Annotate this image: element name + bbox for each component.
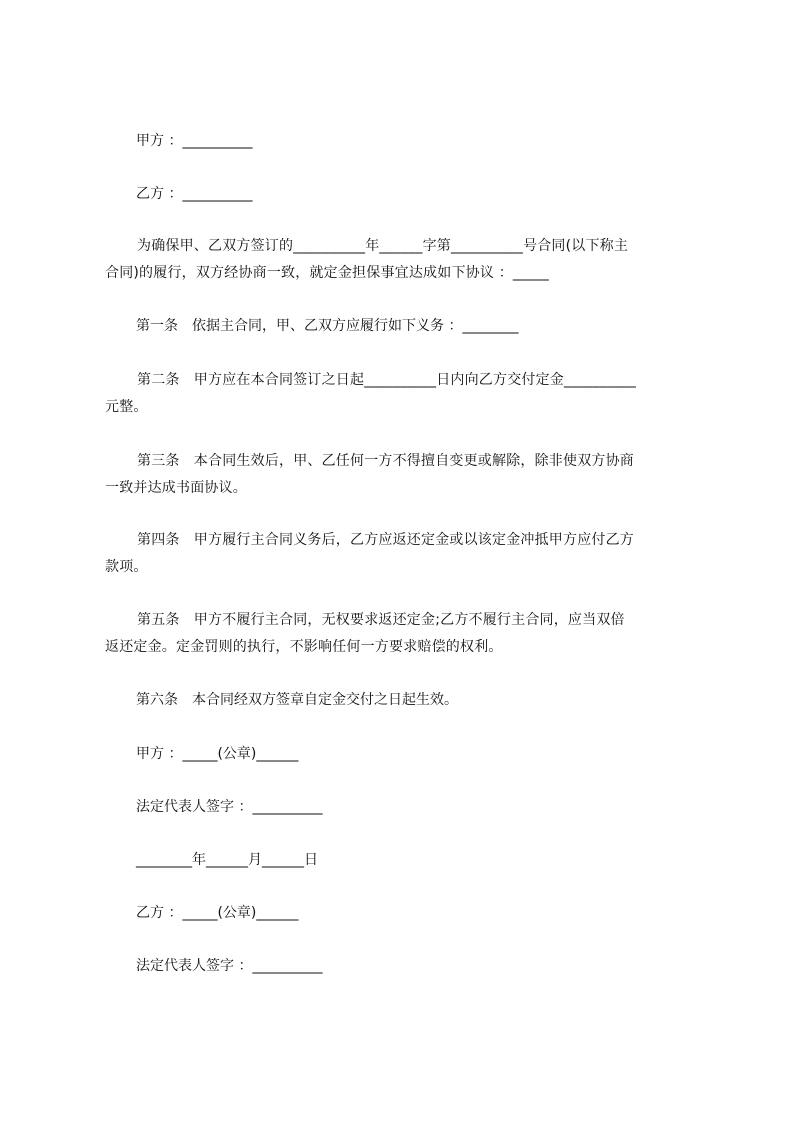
article-5 bbox=[105, 607, 705, 661]
article-3 bbox=[105, 448, 705, 502]
intro-row-1: 为确保甲、乙双方签订的__________年______字第__________号合同(以下称主 bbox=[137, 238, 629, 254]
article-2-row-1: 第二条 甲方应在本合同签订之日起__________日内向乙方交付定金__________ bbox=[137, 372, 636, 388]
signature-b-representative: 法定代表人签字 ：__________ bbox=[136, 958, 323, 974]
signature-a-seal: 甲方 ：_____(公章)______ bbox=[136, 746, 299, 762]
intro-row-2: 合同)的履行，双方经协商一致，就定金担保事宜达成如下协议 ：_____ bbox=[105, 265, 549, 281]
party-b-line: 乙方 ：__________ bbox=[136, 186, 253, 202]
article-2 bbox=[105, 367, 705, 421]
party-a-line: 甲方 ：__________ bbox=[136, 133, 253, 149]
article-5-row-2: 返还定金。定金罚则的执行，不影响任何一方要求赔偿的权利。 bbox=[105, 639, 503, 655]
article-4-row-2: 款项。 bbox=[105, 559, 148, 575]
article-2-row-2: 元整。 bbox=[105, 399, 148, 415]
signature-a-representative: 法定代表人签字 ：__________ bbox=[136, 799, 323, 815]
article-4-row-1: 第四条 甲方履行主合同义务后，乙方应返还定金或以该定金冲抵甲方应付乙方 bbox=[137, 532, 634, 548]
article-5-row-1: 第五条 甲方不履行主合同，无权要求返还定金;乙方不履行主合同，应当双倍 bbox=[137, 612, 625, 628]
article-3-row-1: 第三条 本合同生效后，甲、乙任何一方不得擅自变更或解除，除非使双方协商 bbox=[137, 453, 634, 469]
intro-paragraph bbox=[105, 233, 705, 287]
article-4 bbox=[105, 527, 705, 581]
article-1: 第一条 依据主合同，甲、乙双方应履行如下义务 ：________ bbox=[136, 318, 519, 334]
signature-b-seal: 乙方 ：_____(公章)______ bbox=[136, 905, 299, 921]
article-6: 第六条 本合同经双方签章自定金交付之日起生效。 bbox=[136, 692, 458, 708]
article-3-row-2: 一致并达成书面协议。 bbox=[105, 480, 247, 496]
signature-date: ________年______月______日 bbox=[136, 852, 318, 868]
